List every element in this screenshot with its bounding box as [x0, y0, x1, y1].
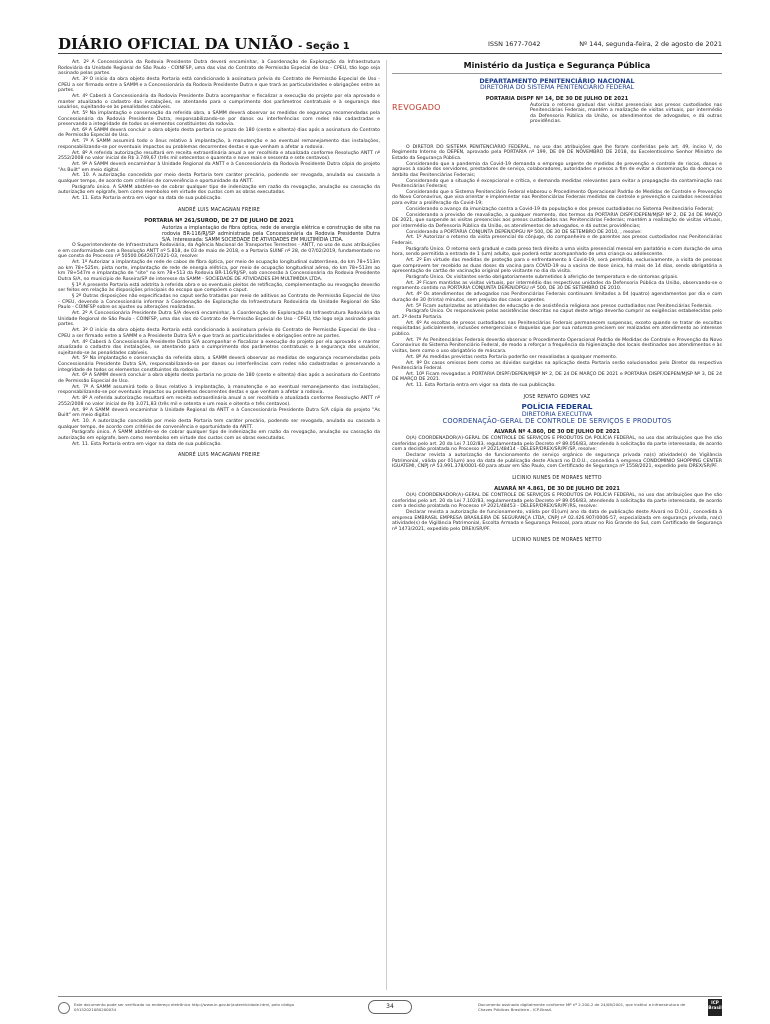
- paragraph: Art. 11. Esta Portaria entra em vigor na data de sua publicação.: [406, 383, 556, 389]
- column-divider: [386, 60, 387, 990]
- paragraph: Parágrafo Único. Os visitantes serão obrigatoriamente submetidos à aferição de temperatura e de sintomas gripais.: [406, 275, 679, 281]
- portaria-body: [58, 243, 380, 447]
- verification-note: Este documento pode ser verificado no endereço eletrônico http://www.in.gov.br/autenticidade.html, pelo código 05152021080200034: [74, 1002, 295, 1012]
- signature: JOSE RENATO GOMES VAZ: [523, 394, 591, 400]
- paragraph: Art. 1º Autorizar a implantação de rede de cabos de fibra óptica, por meio de ocupação longitudinal subterrânea, do km 78+513m ao km 78+525m, pista norte, implantação de rede de energia elétrica, por meio de ocupação longitudinal aérea, do km 78+513m ao km 78+547m e implantação de "site" no km 78+513 da Rodovia BR-116/RJ/SP, sob concessão à Concessionária da Rodovia Presidente Dutra S/A, no município de Roseira/SP de interesse da SAMM - SOCIEDADE DE ATIVIDADES EM MULTIMÍDIA LTDA.: [58, 260, 380, 283]
- paragraph: Considerando a previsão de reavaliação, a qualquer momento, dos termos da PORTARIA DISPF/DEPEN/MJSP Nº 2, DE 24 DE MARÇO DE 2021, que suspende as visitas presenciais aos presos custodiados nas Penitenciárias Federais; mantém a realização de visitas virtuais, por intermédio da Defensoria Pública da União, os atendimentos de advogados, e dá outras providências;: [392, 212, 722, 229]
- directorate-heading: DIRETORIA EXECUTIVA: [521, 411, 593, 419]
- paragraph: Art. 7º As Penitenciárias Federais deverão observar o Procedimento Operacional Padrão de Medidas de Controle e Prevenção do Novo Coronavírus do Sistema Penitenciário Federal, de modo a reforçar a frequência da higienização dos locais destinados aos atendimentos e às visitas, bem como o uso obrigatório de máscara.: [392, 337, 722, 354]
- signature: ANDRÉ LUIS MACAGNAN FREIRE: [177, 207, 261, 213]
- revoked-stamp: REVOGADO: [392, 102, 441, 112]
- paragraph: Art. 2º A Concessionária da Rodovia Presidente Dutra deverá encaminhar, à Coordenação de Exploração da Infraestrutura Rodoviária da Unidade Regional de São Paulo - COINFSP, uma das vias do Contrato de Permissão Especial de Uso - CPEU, tão logo seja assinado pelas partes.: [58, 60, 380, 77]
- ementa: Autoriza o retorno gradual das visitas presenciais aos presos custodiados nas Penitenciárias Federais, mantém a realização de visitas virtuais, por intermédio da Defensoria Pública da União, os atendimentos de advogados, e dá outras providências.: [530, 102, 722, 125]
- coordination-heading: COORDENAÇÃO-GERAL DE CONTROLE DE SERVIÇOS E PRODUTOS: [442, 416, 672, 425]
- paragraph: Art. 10º Ficam revogadas a PORTARIA DISPF/DEPEN/MJSP Nº 2, DE 24 DE MARÇO DE 2021 e PORTARIA DISPF/DEPEN/MJSP Nº 3, DE 24 DE MARÇO DE 2021.: [392, 371, 722, 383]
- paragraph: Parágrafo Único. Os responsáveis pelas assistências descritas no caput deste artigo deverão cumprir as exigências estabelecidas pelo art. 2º desta Portaria.: [392, 309, 722, 320]
- paragraph: Art. 10. A autorização concedida por meio desta Portaria tem caráter precário, podendo ser revogada, anulada ou cassada a qualquer tempo, de acordo com critérios de conveniência e oportunidade da ANTT.: [58, 173, 380, 184]
- paragraph: Considerando que a pandemia da Covid-19 demanda o emprego urgente de medidas de prevenção e controle de riscos, danos e agravos à saúde dos servidores, prestadores de serviço, colaboradores, autoridades e presos a fim de evitar a disseminação da doença no âmbito das Penitenciárias Federais;: [392, 161, 722, 178]
- paragraph: Parágrafo único. A SAMM abstém-se de cobrar qualquer tipo de indenização em razão da revogação, anulação ou cassação da autorização em epígrafe, bem como reembolso em virtude dos custos com as obras executadas.: [58, 184, 380, 196]
- paragraph: Art. 8º As medidas previstas nesta Portaria poderão ser reavaliadas a qualquer momento.: [406, 354, 618, 360]
- gazette-name: DIÁRIO OFICIAL DA UNIÃO: [58, 35, 293, 53]
- paragraph: Art. 5º Na implantação e conservação da referida obra, a SAMM deverá observar as medidas de segurança recomendadas pela Concessionária da Rodovia Presidente Dutra, responsabilizando-se por danos ou interferências com redes não cadastradas e preservando a integridade de todos os elementos constituintes da rodovia.: [58, 110, 380, 128]
- directorate-heading: DIRETORIA DO SISTEMA PENITENCIÁRIO FEDERAL: [480, 84, 634, 92]
- paragraph: Art. 11. Esta Portaria entra em vigor na data de sua publicação.: [72, 441, 222, 447]
- section-label: - Seção 1: [298, 41, 350, 52]
- ministry-heading: Ministério da Justiça e Segurança Pública: [392, 60, 722, 74]
- paragraph: Art. 4º Caberá à Concessionária Presidente Dutra S/A acompanhar e fiscalizar a execução do projeto por ela aprovado e manter atualizado o cadastro das instalações, se atentando para o cumprimento dos parâmetros contratuais e à segurança dos usuários, sujeitando-se às penalidades cabíveis.: [58, 339, 380, 356]
- paragraph: Declarar revista a autorização de funcionamento, válida por 01(um) ano da data de publicação deste Alvará no D.O.U., concedida à empresa EMBRASIL EMPRESA BRASILEIRA DE SEGURANÇA LTDA, CNPJ nº 02.426.907/0006-57, especializada em segurança privada, na(s) atividade(s) de Vigilância Patrimonial, Escolta Armada e Segurança Pessoal, para atuar no Rio Grande do Sul, com Certificado de Segurança nº 1473/2021, expedido pelo DREX/SR/PF.: [392, 510, 722, 532]
- gazette-title: [58, 35, 350, 53]
- paragraph: Art. 3º O início da obra objeto desta Portaria está condicionado à assinatura prévia do Contrato de Permissão Especial de Uso - CPEU a ser firmado entre a SAMM e a Concessionária da Rodovia Presidente Dutra e que trará as particularidades e obrigações entre as partes.: [58, 76, 380, 94]
- page-number: 34: [368, 1000, 412, 1014]
- right-column: [392, 60, 722, 544]
- issn: ISSN 1677-7042: [488, 40, 541, 48]
- department-heading: DEPARTAMENTO PENITENCIÁRIO NACIONAL: [479, 76, 635, 85]
- ementa: Autoriza a implantação de fibra óptica, rede de energia elétrica e construção de site na rodovia BR-116/RJ/SP administrada pela Concessionária da Rodovia Presidente Dutra S/A. Interessada: SAMM SOCIEDADE DE ATIVIDADES EM MULTIMÍDIA LTDA.: [162, 225, 380, 244]
- paragraph: O DIRETOR DO SISTEMA PENITENCIÁRIO FEDERAL, no uso das atribuições que lhe foram conferidas pelo art. 49, inciso V, do Regimento Interno do DEPEN, aprovado pela PORTARIA nº 199, DE 09 DE NOVEMBRO DE 2018, do Excelentíssimo Senhor Ministro de Estado da Segurança Pública.: [392, 144, 722, 161]
- paragraph: Art. 9º A SAMM deverá encaminhar à Unidade Regional da ANTT e à Concessionária da Rodovia Presidente Dutra cópia do projeto "As Built" em meio digital.: [58, 162, 380, 173]
- paragraph: Art. 9º A SAMM deverá encaminhar à Unidade Regional da ANTT e à Concessionária Presidente Dutra S/A cópia do projeto "As Built" em meio digital.: [58, 407, 380, 419]
- paragraph: Art. 7º A SAMM assumirá todo o ônus relativo à implantação, à manutenção e ao eventual remanejamento das instalações, responsabilizando-se por eventuais impactos ou problemas decorrentes destas e que venham a afetar a rodovia.: [58, 139, 380, 150]
- paragraph: Considerando que a situação é excepcional e crítica, e demanda medidas relevantes para evitar a propagação da contaminação nas Penitenciárias Federais;: [392, 178, 722, 190]
- paragraph: Art. 3º O início da obra objeto desta Portaria está condicionado à assinatura prévia do Contrato de Permissão Especial de Uso - CPEU a ser firmado entre a SAMM e a Presidente Dutra S/A e que trará as particularidades e obrigações entre as partes.: [58, 328, 380, 339]
- paragraph: Art. 6º A SAMM deverá concluir a obra objeto desta portaria no prazo de 180 (cento e oitenta) dias após a assinatura do Contrato de Permissão Especial de Uso.: [58, 127, 380, 139]
- alvara-body: [392, 493, 722, 532]
- signature: LICINIO NUNES DE MORAES NETTO: [512, 538, 602, 544]
- paragraph: Art. 1º Autorizar o retorno da visita presencial do cônjuge, do companheiro e de parentes aos presos custodiados nas Penitenciárias Federais.: [392, 235, 722, 246]
- paragraph: Considerando o avanço da imunização contra a Covid-19 da população e dos presos custodiados no Sistema Penitenciário Federal;: [406, 206, 714, 212]
- paragraph: Art. 8º A referida autorização resultará em receita extraordinária anual a ser recolhida e atualizada conforme Resolução ANTT nº 2552/2008 no valor inicial de R$ 3.749,67 (três mil setecentos e quarenta e nove reais e sessenta e sete centavos).: [58, 150, 380, 162]
- paragraph: Declarar revista a autorização de funcionamento de serviço orgânico de segurança privada na(s) atividade(s) de Vigilância Patrimonial, válida por 01(um) ano da data de publicação deste Alvará no D.O.U., concedida à empresa CONDOMINIO SHOPPING CENTER IGUATEMI, CNPJ nº 53.991.378/0001-60 para atuar em São Paulo, com Certificado de Segurança nº 1558/2021, expedido pelo DREX/SR/PF.: [392, 452, 722, 470]
- paragraph: Art. 9º Os casos omissos bem como as dúvidas surgidas na aplicação desta Portaria serão solucionados pelo Diretor da respectiva Penitenciária Federal.: [392, 360, 722, 372]
- alvara-body: [392, 436, 722, 470]
- issue-date: Nº 144, segunda-feira, 2 de agosto de 2021: [579, 40, 722, 48]
- paragraph: Art. 8º A referida autorização resultará em receita extraordinária anual a ser recolhida e atualizada conforme Resolução ANTT nº 2552/2008 no valor inicial de R$ 3.071,83 (três mil e setenta e um reais e oitenta e três centavos).: [58, 396, 380, 407]
- paragraph: Parágrafo único. A SAMM abstém-se de cobrar qualquer tipo de indenização em razão da revogação, anulação ou cassação da autorização em epígrafe, bem como reembolso em virtude dos custos com as obras executadas.: [58, 430, 380, 441]
- page-footer: [58, 996, 722, 1018]
- alvara-title: ALVARÁ Nº 4.860, DE 30 DE JULHO DE 2021: [494, 429, 620, 436]
- icp-brasil-logo: ICP Brasil: [708, 999, 722, 1016]
- portaria-title: PORTARIA DISPF Nº 14, DE 30 DE JULHO DE 2021: [485, 95, 629, 102]
- paragraph: Art. 2º Em virtude das medidas de proteção para o enfrentamento à Covid-19, será permitida, exclusivamente, a visita de pessoas que comprovem ter recebido as duas doses da vacina para COVID-19 ou a vacina de dose única, há mais de 14 dias, sendo obrigatória a apresentação de cartão de vacinação original pelo visitante no dia da visita.: [392, 258, 722, 275]
- revoked-block: [392, 103, 722, 141]
- paragraph: Art. 4º Caberá à Concessionária da Rodovia Presidente Dutra acompanhar e fiscalizar a execução do projeto por ela aprovado e manter atualizado o cadastro das instalações, se atentando para o cumprimento dos parâmetros contratuais e à segurança dos usuários, sujeitando-se às penalidades cabíveis.: [58, 93, 380, 111]
- paragraph: Considerando a PORTARIA CONJUNTA DEPEN/DPGU Nº 500, DE 30 DE SETEMBRO DE 2010, , resolve:: [406, 229, 642, 235]
- paragraph: Art. 2º A Concessionária Presidente Dutra S/A deverá encaminhar, à Coordenação de Exploração da Infraestrutura Rodoviária da Unidade Regional de São Paulo - COINFSP, uma das vias do Contrato de Permissão Especial de Uso - CPEU, tão logo seja assinado pelas partes.: [58, 311, 380, 328]
- paragraph: O(A) COORDENADOR(A)-GERAL DE CONTROLE DE SERVIÇOS E PRODUTOS DA POLÍCIA FEDERAL, no uso das atribuições que lhe são conferidas pelo art. 20 da Lei 7.102/83, regulamentada pelo Decreto nº 89.056/83, atendendo à solicitação da parte interessada, de acordo com a decisão prolatada no Processo nº 2021/48453 - DELESP/DREX/SR/PF/RS, resolve:: [392, 493, 722, 510]
- paragraph: Considerando que o Sistema Penitenciário Federal elaborou o Procedimento Operacional Padrão de Medidas de Controle e Prevenção do Novo Coronavírus, que visa orientar e implementar nas Penitenciárias Federais medidas de controle e prevenção e cuidados necessários para evitar a proliferação da Covid-19;: [392, 189, 722, 207]
- alvara-title: ALVARÁ Nº 4.861, DE 30 DE JULHO DE 2021: [494, 486, 620, 493]
- paragraph: O Superintendente de Infraestrutura Rodoviária, da Agência Nacional de Transportes Terrestres - ANTT, no uso de suas atribuições e em conformidade com a Resolução ANTT nº 5.818, de 03 de maio de 2018, e a Portaria SUINF nº 28, de 07/02/2019, fundamentado no que consta do Processo nº 50500.064267/2021-03, resolve:: [58, 243, 380, 260]
- left-column: [58, 60, 380, 459]
- paragraph: Art. 5º Ficam autorizadas as atividades de educação e de assistência religiosa aos presos custodiados nas Penitenciárias Federais.: [406, 303, 713, 309]
- paragraph: Parágrafo Único. O retorno será gradual e cada preso terá direito a uma visita presencial mensal em parlatório e com duração de uma hora, sendo permitida a entrada de 1 (um) adulto, que poderá estar acompanhado de uma criança ou adolescente.: [392, 246, 722, 258]
- paragraph: Art. 10. A autorização concedida por meio desta Portaria tem caráter precário, podendo ser revogada, anulada ou cassada a qualquer tempo, de acordo com critérios de conveniência e oportunidade da ANTT.: [58, 418, 380, 430]
- portaria-continued: [58, 60, 380, 202]
- paragraph: Art. 11. Esta Portaria entra em vigor na data de sua publicação.: [72, 196, 222, 202]
- paragraph: § 1º A presente Portaria está adstrita à referida obra e os eventuais pleitos de retificação, complementação ou revogação deverão ser feitos em relação às disposições principais do escopo que compõem o caput.: [58, 282, 380, 294]
- seal-icon: [58, 1002, 70, 1014]
- paragraph: O(A) COORDENADOR(A)-GERAL DE CONTROLE DE SERVIÇOS E PRODUTOS DA POLÍCIA FEDERAL, no uso das atribuições que lhe são conferidas pelo art. 20 da Lei 7.102/83, regulamentada pelo Decreto nº 89.056/83, atendendo à solicitação da parte interessada, de acordo com a decisão prolatada no Processo nº 2021/48414 - DELESP/DREX/SR/PF/SP, resolve:: [392, 436, 722, 453]
- paragraph: Art. 6º As escoltas de presos custodiados nas Penitenciárias Federais permanecem suspensas, exceto quando se tratar de escoltas requisitadas judicialmente, inclusões emergenciais e daquelas que por sua natureza precisem ser realizadas em atendimento ao interesse público.: [392, 320, 722, 337]
- signature-note: Documento assinado digitalmente conforme MP nº 2.200-2 de 24/08/2001, que institui a Infraestrutura de Chaves Públicas Brasileira - ICP-Brasil.: [478, 1002, 686, 1012]
- agency-heading: POLÍCIA FEDERAL: [521, 402, 593, 412]
- signature: ANDRÉ LUIS MACAGNAN FREIRE: [177, 453, 261, 459]
- paragraph: Art. 5º Na implantação e conservação da referida obra, a SAMM deverá observar as medidas de segurança recomendadas pela Concessionária Presidente Dutra S/A, responsabilizando-se por danos ou interferências com redes não cadastradas e preservando a integridade de todos os elementos constituintes da rodovia.: [58, 356, 380, 373]
- paragraph: § 2º Outras disposições não especificadas no caput serão tratadas por meio de aditivos ao Contrato de Permissão Especial de Uso - CPEU, devendo a Concessionária informar à Coordenação de Exploração da Infraestrutura Rodoviária da Unidade Regional de São Paulo - COINFSP sobre os ajustes ou alterações realizadas.: [58, 294, 380, 311]
- page-header: [58, 32, 722, 54]
- paragraph: Art. 4º Os atendimentos de advogados nas Penitenciárias Federais continuam limitados a 04 (quatro) agendamentos por dia e com duração de 30 (trinta) minutos, sem prejuízo dos casos urgentes.: [392, 292, 722, 303]
- paragraph: Art. 3º Ficam mantidas as visitas virtuais, por intermédio das respectivas unidades da Defensoria Pública da União, observando-se o regramento contido na PORTARIA CONJUNTA DEPEN/DPGU nº 500, DE 30 DE SETEMBRO DE 2010.: [392, 280, 722, 292]
- portaria-title: PORTARIA Nº 261/SUROD, DE 27 DE JULHO DE 2021: [144, 218, 294, 225]
- portaria-body: [392, 145, 722, 389]
- signature: LICINIO NUNES DE MORAES NETTO: [512, 475, 602, 481]
- paragraph: Art. 7º A SAMM assumirá todo o ônus relativo à implantação, à manutenção e ao eventual remanejamento das instalações, responsabilizando-se por eventuais impactos ou problemas decorrentes destas e que venham a afetar a rodovia.: [58, 384, 380, 396]
- paragraph: Art. 6º A SAMM deverá concluir a obra objeto desta portaria no prazo de 180 (cento e oitenta) dias após a assinatura do Contrato de Permissão Especial de Uso.: [58, 373, 380, 385]
